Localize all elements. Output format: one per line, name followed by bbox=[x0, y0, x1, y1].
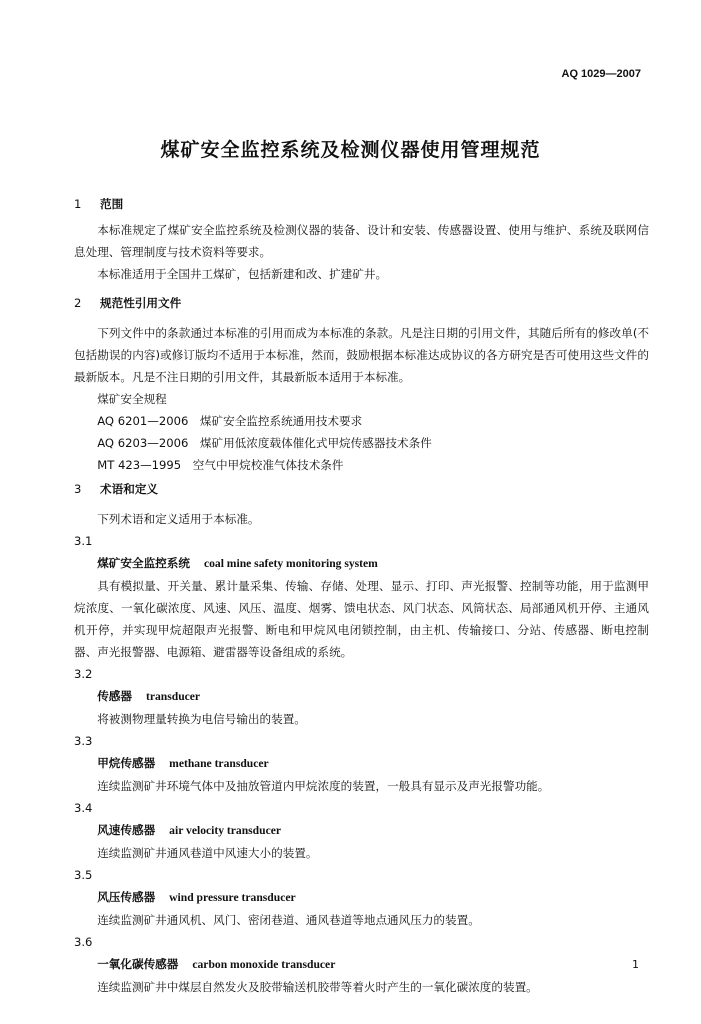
term-definition: 将被测物理量转换为电信号输出的装置。 bbox=[97, 712, 306, 726]
section-title: 范围 bbox=[100, 197, 124, 211]
term-zh: 传感器 bbox=[97, 689, 132, 703]
term-definition: 具有模拟量、开关量、累计量采集、传输、存储、处理、显示、打印、声光报警、控制等功能，用于监测甲烷浓度、一氧化碳浓度、风速、风压、温度、烟雾、馈电状态、风门状态、风筒状态、局部通风机开停、主通风机开停，并实现甲烷超限声光报警、断电和甲烷风电闭锁控制，由主机、传输接口、分站、传感器、断电控制器、声光报警器、电源箱、避雷器等设备组成的系统。 bbox=[74, 579, 649, 659]
clause-number: 3.6 bbox=[74, 935, 93, 949]
section-title: 术语和定义 bbox=[100, 482, 159, 496]
clause-number: 3.4 bbox=[74, 801, 93, 815]
standard-number: AQ 1029—2007 bbox=[561, 68, 641, 80]
section-heading bbox=[74, 292, 649, 314]
clause-number: 3.3 bbox=[74, 734, 93, 748]
paragraph: 本标准规定了煤矿安全监控系统及检测仪器的装备、设计和安装、传感器设置、使用与维护、系统及联网信息处理、管理制度与技术资料等要求。 bbox=[74, 223, 649, 259]
term-heading bbox=[74, 552, 649, 575]
term-entry bbox=[74, 931, 649, 998]
term-zh: 一氧化碳传感器 bbox=[97, 957, 179, 971]
term-entry bbox=[74, 797, 649, 864]
section-1 bbox=[74, 193, 649, 285]
term-entry bbox=[74, 530, 649, 663]
term-en: methane transducer bbox=[169, 757, 269, 770]
term-heading bbox=[74, 752, 649, 775]
term-zh: 风速传感器 bbox=[97, 823, 156, 837]
document-title: 煤矿安全监控系统及检测仪器使用管理规范 bbox=[160, 139, 541, 161]
reference-item: MT 423—1995 空气中甲烷校准气体技术条件 bbox=[97, 458, 344, 472]
term-zh: 甲烷传感器 bbox=[97, 756, 156, 770]
paragraph: 下列文件中的条款通过本标准的引用而成为本标准的条款。凡是注日期的引用文件，其随后所有的修改单(不包括勘误的内容)或修订版均不适用于本标准，然而，鼓励根据本标准达成协议的各方研究是否可使用这些文件的最新版本。凡是不注日期的引用文件，其最新版本适用于本标准。 bbox=[74, 326, 649, 384]
reference-item: AQ 6201—2006 煤矿安全监控系统通用技术要求 bbox=[97, 414, 363, 428]
term-definition: 连续监测矿井环境气体中及抽放管道内甲烷浓度的装置，一般具有显示及声光报警功能。 bbox=[97, 779, 550, 793]
term-heading bbox=[74, 819, 649, 842]
section-number: 3 bbox=[74, 482, 82, 496]
section-2 bbox=[74, 292, 649, 476]
term-en: transducer bbox=[145, 690, 201, 703]
term-en: air velocity transducer bbox=[169, 824, 282, 837]
term-heading bbox=[74, 886, 649, 909]
term-en: wind pressure transducer bbox=[169, 891, 296, 904]
term-definition: 连续监测矿井通风机、风门、密闭巷道、通风巷道等地点通风压力的装置。 bbox=[97, 913, 480, 927]
clause-number: 3.5 bbox=[74, 868, 93, 882]
term-entry bbox=[74, 864, 649, 931]
section-number: 2 bbox=[74, 296, 82, 310]
term-heading bbox=[74, 685, 649, 708]
reference-item: AQ 6203—2006 煤矿用低浓度载体催化式甲烷传感器技术条件 bbox=[97, 436, 432, 450]
term-entry bbox=[74, 730, 649, 797]
section-heading bbox=[74, 193, 649, 215]
term-heading bbox=[74, 953, 649, 976]
clause-number: 3.1 bbox=[74, 534, 93, 548]
reference-item: 煤矿安全规程 bbox=[97, 392, 167, 406]
term-definition: 连续监测矿井通风巷道中风速大小的装置。 bbox=[97, 846, 318, 860]
section-heading bbox=[74, 478, 649, 500]
clause-number: 3.2 bbox=[74, 667, 93, 681]
section-title: 规范性引用文件 bbox=[100, 296, 182, 310]
section-3 bbox=[74, 478, 649, 998]
section-number: 1 bbox=[74, 197, 82, 211]
term-en: carbon monoxide transducer bbox=[192, 958, 336, 971]
paragraph: 下列术语和定义适用于本标准。 bbox=[97, 512, 260, 526]
term-zh: 风压传感器 bbox=[97, 890, 156, 904]
page-number: 1 bbox=[632, 958, 639, 971]
term-zh: 煤矿安全监控系统 bbox=[97, 556, 190, 570]
paragraph: 本标准适用于全国井工煤矿，包括新建和改、扩建矿井。 bbox=[97, 267, 388, 281]
term-en: coal mine safety monitoring system bbox=[203, 557, 378, 570]
term-entry bbox=[74, 663, 649, 730]
term-definition: 连续监测矿井中煤层自然发火及胶带输送机胶带等着火时产生的一氧化碳浓度的装置。 bbox=[97, 980, 538, 994]
